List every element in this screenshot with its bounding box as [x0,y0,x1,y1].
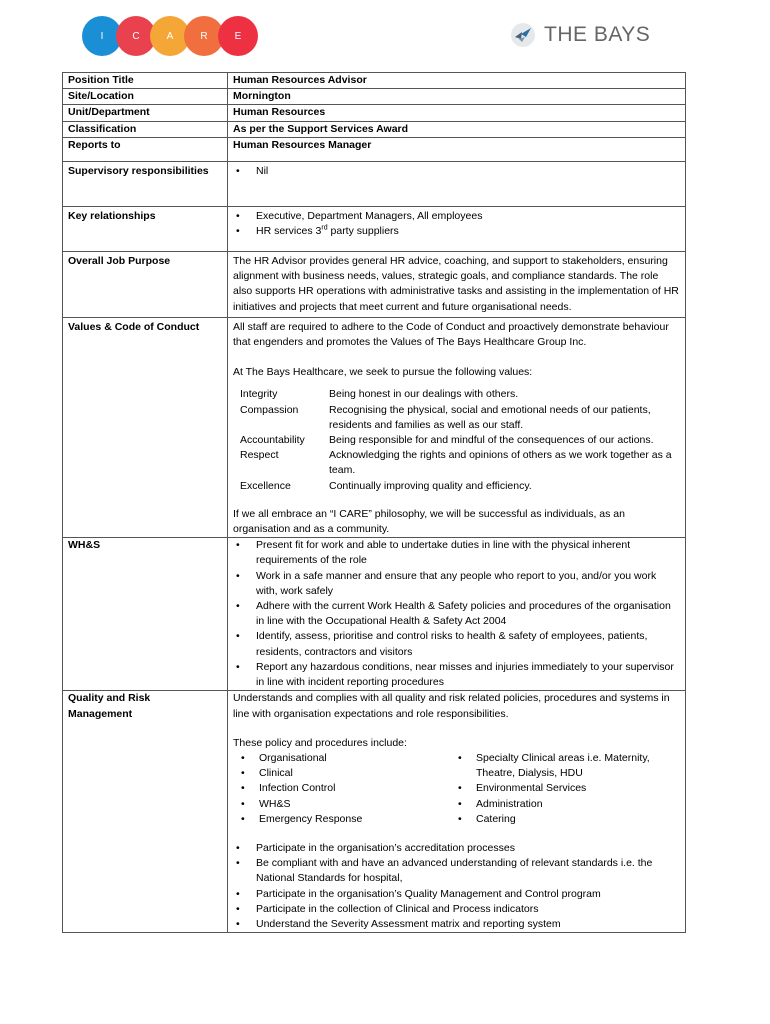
value-compassion: Compassion Recognising the physical, social and emotional needs of our patients, residents and families as well as our staff. [240,403,651,431]
label-quality: Quality and Risk Management [63,691,228,933]
icare-letter-a: A [150,16,190,56]
row-position-title [63,73,686,89]
label-values: Values & Code of Conduct [63,317,228,537]
list-item: • WH&S [238,797,455,812]
row-unit [63,105,686,121]
row-whs [63,538,686,691]
value-site: Mornington [228,89,686,105]
row-key-relationships [63,207,686,252]
list-item: • Understand the Severity Assessment matrix and reporting system [233,917,680,932]
label-classification: Classification [63,121,228,137]
icare-letter-c: C [116,16,156,56]
list-item: • Report any hazardous conditions, near misses and injuries immediately to your supervisor in line with incident reporting procedures [233,660,680,690]
label-whs: WH&S [63,538,228,691]
value-unit: Human Resources [228,105,686,121]
value-excellence: Excellence Continually improving quality and efficiency. [240,479,532,492]
list-item: • Participate in the collection of Clinical and Process indicators [233,902,680,917]
values-intro: All staff are required to adhere to the Code of Conduct and proactively demonstrate behaviour that engenders and promotes the Values of The Bays Healthcare Group Inc. [233,320,669,349]
policies-columns [233,751,680,827]
policies-title: These policy and procedures include: [233,736,407,749]
value-integrity: Integrity Being honest in our dealings with others. [240,388,519,401]
icare-letter-e: E [218,16,258,56]
value-accountability: Accountability Being responsible for and mindful of the consequences of our actions. [240,434,654,447]
value-whs [228,538,686,691]
bird-icon [510,22,536,48]
value-reports-to: Human Resources Manager [228,137,686,161]
label-reports-to: Reports to [63,137,228,161]
row-supervisory [63,162,686,207]
list-item: • Organisational [238,751,455,766]
the-bays-logo [510,22,650,48]
list-item: • Infection Control [238,781,455,796]
label-unit: Unit/Department [63,105,228,121]
row-site [63,89,686,105]
value-position-title: Human Resources Advisor [228,73,686,89]
icare-letter-i: I [82,16,122,56]
list-item: • Nil [233,164,680,179]
list-item: • Present fit for work and able to undertake duties in line with the physical inherent requirements of the role [233,538,680,568]
brand-name: THE BAYS [544,23,651,46]
list-item: • Be compliant with and have an advanced understanding of relevant standards i.e. the National Standards for hospital, [233,856,680,886]
list-item: • Specialty Clinical areas i.e. Maternity, Theatre, Dialysis, HDU [455,751,672,781]
row-overall-purpose [63,252,686,318]
list-item: • Clinical [238,766,455,781]
label-supervisory: Supervisory responsibilities [63,162,228,207]
list-item: • HR services 3rd party suppliers [233,224,680,239]
policies-col-2 [455,751,680,827]
list-item: • Work in a safe manner and ensure that any people who report to you, and/or you work with, work safely [233,569,680,599]
value-key-relationships [228,207,686,252]
list-item: • Administration [455,797,672,812]
row-reports-to [63,137,686,161]
value-respect: Respect Acknowledging the rights and opinions of others as we work together as a team. [240,449,672,477]
list-item: • Participate in the organisation’s Quality Management and Control program [233,887,680,902]
values-pursue: At The Bays Healthcare, we seek to pursue the following values: [233,366,533,379]
list-item: • Catering [455,812,672,827]
row-values [63,317,686,537]
list-item: • Emergency Response [238,812,455,827]
label-site: Site/Location [63,89,228,105]
list-item: • Adhere with the current Work Health & Safety policies and procedures of the organisation in line with the Occupational Health & Safety Act 2004 [233,599,680,629]
values-closing: If we all embrace an “I CARE” philosophy, we will be successful as individuals, as an organisation and as a community. [233,507,625,536]
quality-intro: Understands and complies with all quality and risk related policies, procedures and systems in line with organisation expectations and role responsibilities. [233,692,670,720]
row-classification [63,121,686,137]
list-item: • Identify, assess, prioritise and control risks to health & safety of employees, patients, residents, contractors and visitors [233,629,680,659]
icare-letter-r: R [184,16,224,56]
values-list [240,387,680,493]
value-quality [228,691,686,933]
value-supervisory [228,162,686,207]
policies-col-1 [233,751,455,827]
position-description-table [62,72,686,933]
list-item: • Executive, Department Managers, All employees [233,209,680,224]
list-item: • Environmental Services [455,781,672,796]
label-key-relationships: Key relationships [63,207,228,252]
value-values [228,317,686,537]
label-position-title: Position Title [63,73,228,89]
value-overall-purpose: The HR Advisor provides general HR advice, coaching, and support to stakeholders, ensuring alignment with business needs, values, strategic goals, and compliance standards. The role also supports HR operations with administrative tasks and assisting in the implementation of HR initiatives and projects that meet current and future organisational needs. [228,252,686,318]
value-classification: As per the Support Services Award [228,121,686,137]
row-quality [63,691,686,933]
list-item: • Participate in the organisation’s accreditation processes [233,841,680,856]
quality-list [233,841,680,932]
label-overall-purpose: Overall Job Purpose [63,252,228,318]
